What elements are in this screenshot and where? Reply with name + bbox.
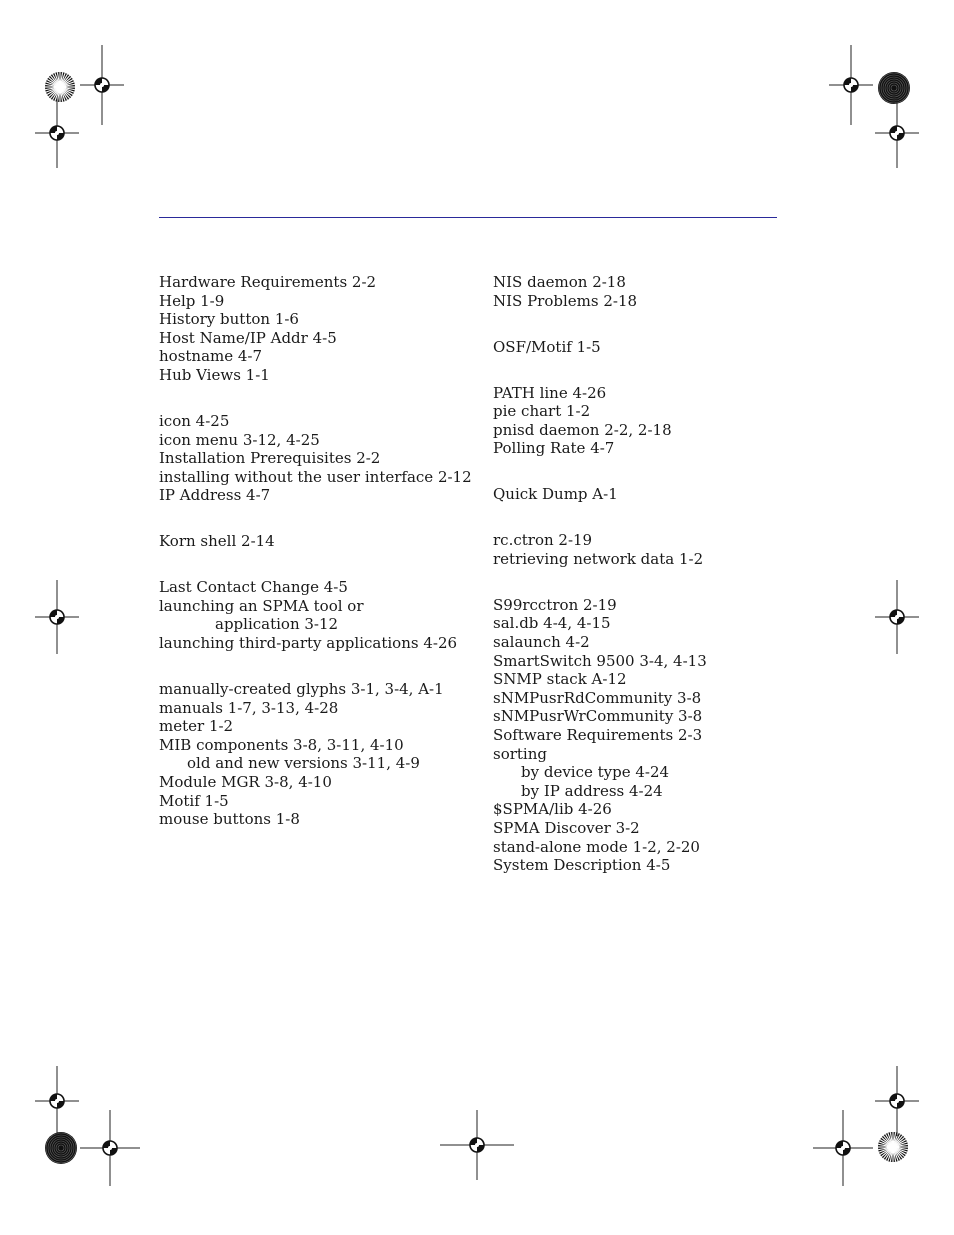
index-entry: SPMA Discover 3-2 <box>493 819 640 838</box>
index-entry: icon 4-25 <box>159 411 230 430</box>
index-entry: Host Name/IP Addr 4-5 <box>159 328 337 347</box>
index-entry: retrieving network data 1-2 <box>493 549 704 568</box>
index-entry: installing without the user interface 2-12 <box>159 467 472 486</box>
index-entry: Help 1-9 <box>159 291 225 310</box>
index-entry: Software Requirements 2-3 <box>493 726 703 745</box>
index-entry: Last Contact Change 4-5 <box>159 578 348 597</box>
crosshair-registration-mark-icon <box>875 98 919 168</box>
index-column-left <box>159 273 479 829</box>
index-column-right <box>493 273 793 875</box>
crosshair-registration-mark-icon <box>440 1110 514 1180</box>
index-entry: rc.ctron 2-19 <box>493 531 593 550</box>
index-entry: PATH line 4-26 <box>493 383 607 402</box>
index-entry: NIS daemon 2-18 <box>493 273 626 291</box>
crosshair-registration-mark-icon <box>35 1066 79 1136</box>
index-entry: MIB components 3-8, 3-11, 4-10 <box>159 735 404 754</box>
crosshair-registration-mark-icon <box>35 98 79 168</box>
index-entry: Installation Prerequisites 2-2 <box>159 449 381 468</box>
index-entry: Motif 1-5 <box>159 791 229 810</box>
index-entry: Hub Views 1-1 <box>159 365 270 384</box>
index-entry: meter 1-2 <box>159 717 234 736</box>
crosshair-registration-mark-icon <box>35 580 79 654</box>
index-entry: Module MGR 3-8, 4-10 <box>159 773 332 792</box>
index-entry: Polling Rate 4-7 <box>493 439 615 458</box>
index-entry: hostname 4-7 <box>159 347 263 366</box>
crosshair-registration-mark-icon <box>875 1066 919 1136</box>
crosshair-registration-mark-icon <box>80 1110 140 1186</box>
index-entry: manually-created glyphs 3-1, 3-4, A-1 <box>159 680 444 699</box>
index-entry: sorting <box>493 744 547 763</box>
index-entry: System Description 4-5 <box>493 856 671 875</box>
index-entry: pnisd daemon 2-2, 2-18 <box>493 420 672 439</box>
header-rule <box>159 217 777 218</box>
index-subentry: by IP address 4-24 <box>521 781 663 800</box>
index-entry: SmartSwitch 9500 3-4, 4-13 <box>493 651 707 670</box>
index-entry: launching third-party applications 4-26 <box>159 634 458 653</box>
index-entry: mouse buttons 1-8 <box>159 810 300 829</box>
index-entry: salaunch 4-2 <box>493 633 590 652</box>
index-entry: Quick Dump A-1 <box>493 485 618 504</box>
index-entry: NIS Problems 2-18 <box>493 291 638 310</box>
index-entry: icon menu 3-12, 4-25 <box>159 430 320 449</box>
index-entry: stand-alone mode 1-2, 2-20 <box>493 837 700 856</box>
index-entry: sal.db 4-4, 4-15 <box>493 614 611 633</box>
index-entry: sNMPusrWrCommunity 3-8 <box>493 707 703 726</box>
index-subentry: by device type 4-24 <box>521 763 670 782</box>
index-subentry: application 3-12 <box>215 615 339 634</box>
crosshair-registration-mark-icon <box>813 1110 873 1186</box>
index-entry: SNMP stack A-12 <box>493 670 627 689</box>
index-subentry: old and new versions 3-11, 4-9 <box>187 754 420 773</box>
index-entry: manuals 1-7, 3-13, 4-28 <box>159 698 339 717</box>
index-entry: launching an SPMA tool or <box>159 596 364 615</box>
index-entry: S99rcctron 2-19 <box>493 595 617 614</box>
crosshair-registration-mark-icon <box>80 45 124 125</box>
index-entry: IP Address 4-7 <box>159 486 271 505</box>
index-entry: sNMPusrRdCommunity 3-8 <box>493 688 702 707</box>
ring-registration-mark-icon <box>44 1131 78 1165</box>
crosshair-registration-mark-icon <box>829 45 873 125</box>
index-entry: Korn shell 2-14 <box>159 532 275 551</box>
index-entry: OSF/Motif 1-5 <box>493 337 601 356</box>
index-entry: pie chart 1-2 <box>493 402 591 421</box>
index-entry: Hardware Requirements 2-2 <box>159 273 377 291</box>
index-entry: $SPMA/lib 4-26 <box>493 800 612 819</box>
index-entry: History button 1-6 <box>159 310 299 329</box>
crosshair-registration-mark-icon <box>875 580 919 654</box>
